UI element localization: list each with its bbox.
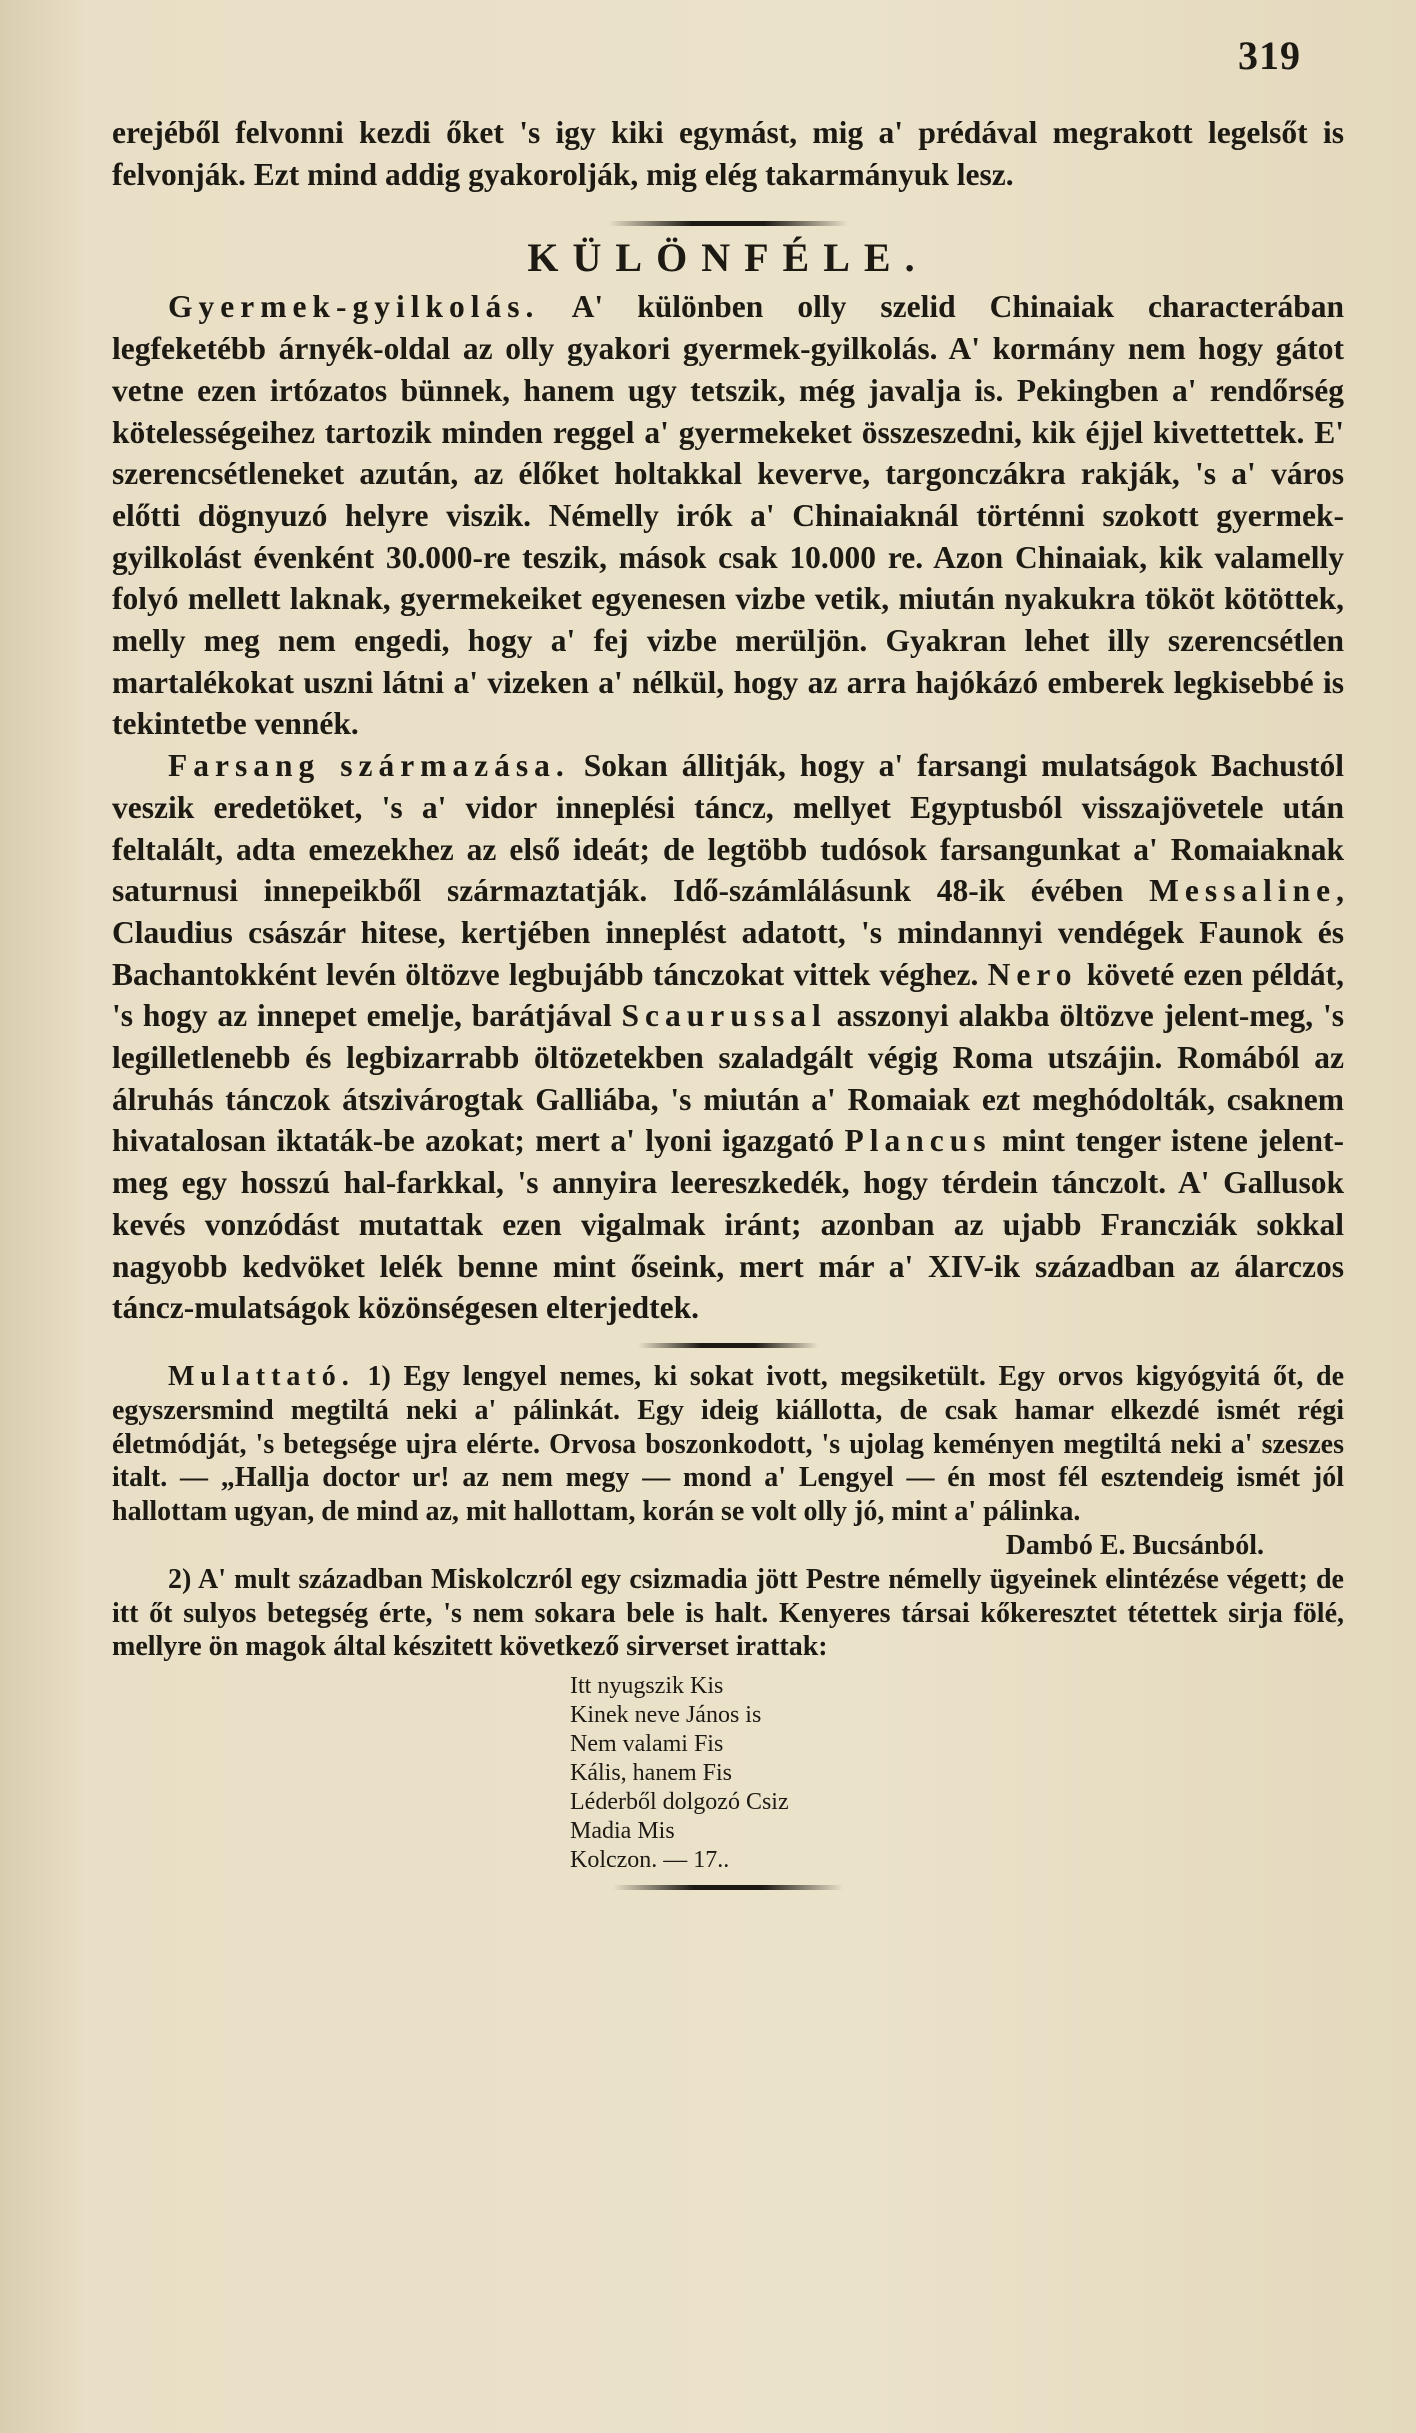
spaced-name: Scaurussal [621, 998, 827, 1034]
article-body: követé ezen példát, 's hogy az innepet emelje, barátjával [112, 956, 1344, 1034]
article-title: Farsang származása. [168, 748, 570, 784]
page-content [112, 112, 1344, 1890]
poem-line: Kális, hanem Fis [570, 1760, 732, 1787]
section-divider [608, 221, 848, 226]
epitaph-poem [570, 1672, 1344, 1875]
spaced-name: Nero [987, 956, 1078, 992]
mulattato-item-1 [112, 1360, 1344, 1529]
mulattato-title: Mulattató. [168, 1360, 355, 1392]
intro-paragraph: erejéből felvonni kezdi őket 's igy kiki egymást, mig a' prédával megrakott legelsőt is felvonják. Ezt mind addig gyakorolják, mig elég takarmányuk lesz. [112, 115, 1344, 192]
poem-line: Madia Mis [570, 1818, 675, 1845]
article-body: asszonyi alakba öltözve jelent-meg, 's legilletlenebb és legbizarrabb öltözetekben szaladgált végig Roma utszájin. Romából az álruhás tánczok átszivárogtak Galliába, 's miután a' Romaiak ezt meghódolták, csaknem hivatalosan iktaták-be azokat; mert a' lyoni igazgató [112, 998, 1344, 1159]
article-body: mint tenger istene jelent-meg egy hosszú hal-farkkal, 's annyira leereszkedék, hogy térdein tánczolt. A' Gallusok kevés vonzódást mutattak ezen vigalmak iránt; azonban az ujabb Francziák sokkal nagyobb kedvöket lelék benne mint őseink, mert már a' XIV-ik században az álarczos táncz-mulatságok közönségesen elterjedtek. [112, 1123, 1344, 1326]
spaced-name: Plancus [844, 1123, 992, 1159]
mulattato-item-2: 2) A' mult században Miskolczról egy csizmadia jött Pestre némelly ügyeinek elintézése végett; de itt őt sulyos betegség érte, 's nem sokara bele is halt. Kenyeres társai kőkeresztet tétettek sirja fölé, mellyre ön magok által készitett következő sirverset irattak: [112, 1563, 1344, 1663]
section-divider [638, 1343, 818, 1348]
poem-line: Kolczon. — 17.. [570, 1847, 730, 1874]
article-body: A' különben olly szelid Chinaiak characterában legfeketébb árnyék-oldal az olly gyakori gyermek-gyilkolás. A' kormány nem hogy gátot vetne ezen irtózatos bünnek, hanem ugy tetszik, még javalja is. Pekingben a' rendőrség kötelességeihez tartozik minden reggel a' gyermekeket összeszedni, kik éjjel kivettettek. E' szerencsétleneket azután, az élőket holtakkal keverve, targonczákra rakják, 's a' város előtti dögnyuzó helyre viszik. Némelly irók a' Chinaiaknál történni szokott gyermek-gyilkolást évenként 30.000-re teszik, mások csak 10.000 re. Azon Chinaiak, kik valamelly folyó mellett laknak, gyermekeiket egyenesen vizbe vetik, miután nyakukra tököt kötöttek, melly meg nem engedi, hogy a' fej vizbe merüljön. Gyakran lehet illy szerencsétlen martalékokat uszni látni a' vizeken a' nélkül, hogy az arra hajókázó emberek legkisebbé is tekintetbe vennék. [112, 289, 1344, 742]
mulattato-text: 1) Egy lengyel nemes, ki sokat ivott, megsiketült. Egy orvos kigyógyitá őt, de egyszersmind megtiltá neki a' pálinkát. Egy ideig kiállotta, de csak hamar elkezdé ismét régi életmódját, 's betegsége ujra elérte. Orvosa boszonkodott, 's ujolag keményen megtiltá neki a' szeszes italt. — „Hallja doctor ur! az nem megy — mond a' Lengyel — én most fél esztendeig ismét jól hallottam ugyan, de mind az, mit hallottam, korán se volt olly jó, mint a' pálinka. [112, 1360, 1344, 1528]
signature: Dambó E. Bucsánból. [1005, 1529, 1264, 1561]
page-number: 319 [1238, 33, 1301, 78]
article-farsang [112, 745, 1344, 1329]
spaced-name: Messaline [1149, 873, 1337, 909]
article-body: Sokan állitják, hogy a' farsangi mulatságok Bachustól veszik eredetöket, 's a' vidor inneplési táncz, mellyet Egyptusból visszajövetele után feltalált, adta emezekhez az első ideát; de legtöbb tudósok farsangunkat a' Romaiaknak saturnusi innepeikből származtatják. Idő-számlálásunk 48-ik évében [112, 748, 1345, 909]
poem-line: Nem valami Fis [570, 1731, 724, 1758]
article-body: , Claudius császár hitese, kertjében inneplést adatott, 's mindannyi vendégek Faunok és Bachantokként levén öltözve legbujább tánczokat vittek véghez. [112, 873, 1344, 992]
main-text-block [112, 112, 1344, 1348]
poem-line: Kinek neve János is [570, 1702, 762, 1729]
closing-divider [613, 1885, 843, 1890]
section-heading: KÜLÖNFÉLE. [527, 235, 929, 281]
poem-line: Itt nyugszik Kis [570, 1673, 724, 1700]
article-title: Gyermek-gyilkolás. [168, 289, 540, 325]
article-gyermek-gyilkolas [112, 286, 1344, 745]
mulattato-block [112, 1360, 1344, 1890]
poem-line: Léderből dolgozó Csiz [570, 1789, 789, 1816]
